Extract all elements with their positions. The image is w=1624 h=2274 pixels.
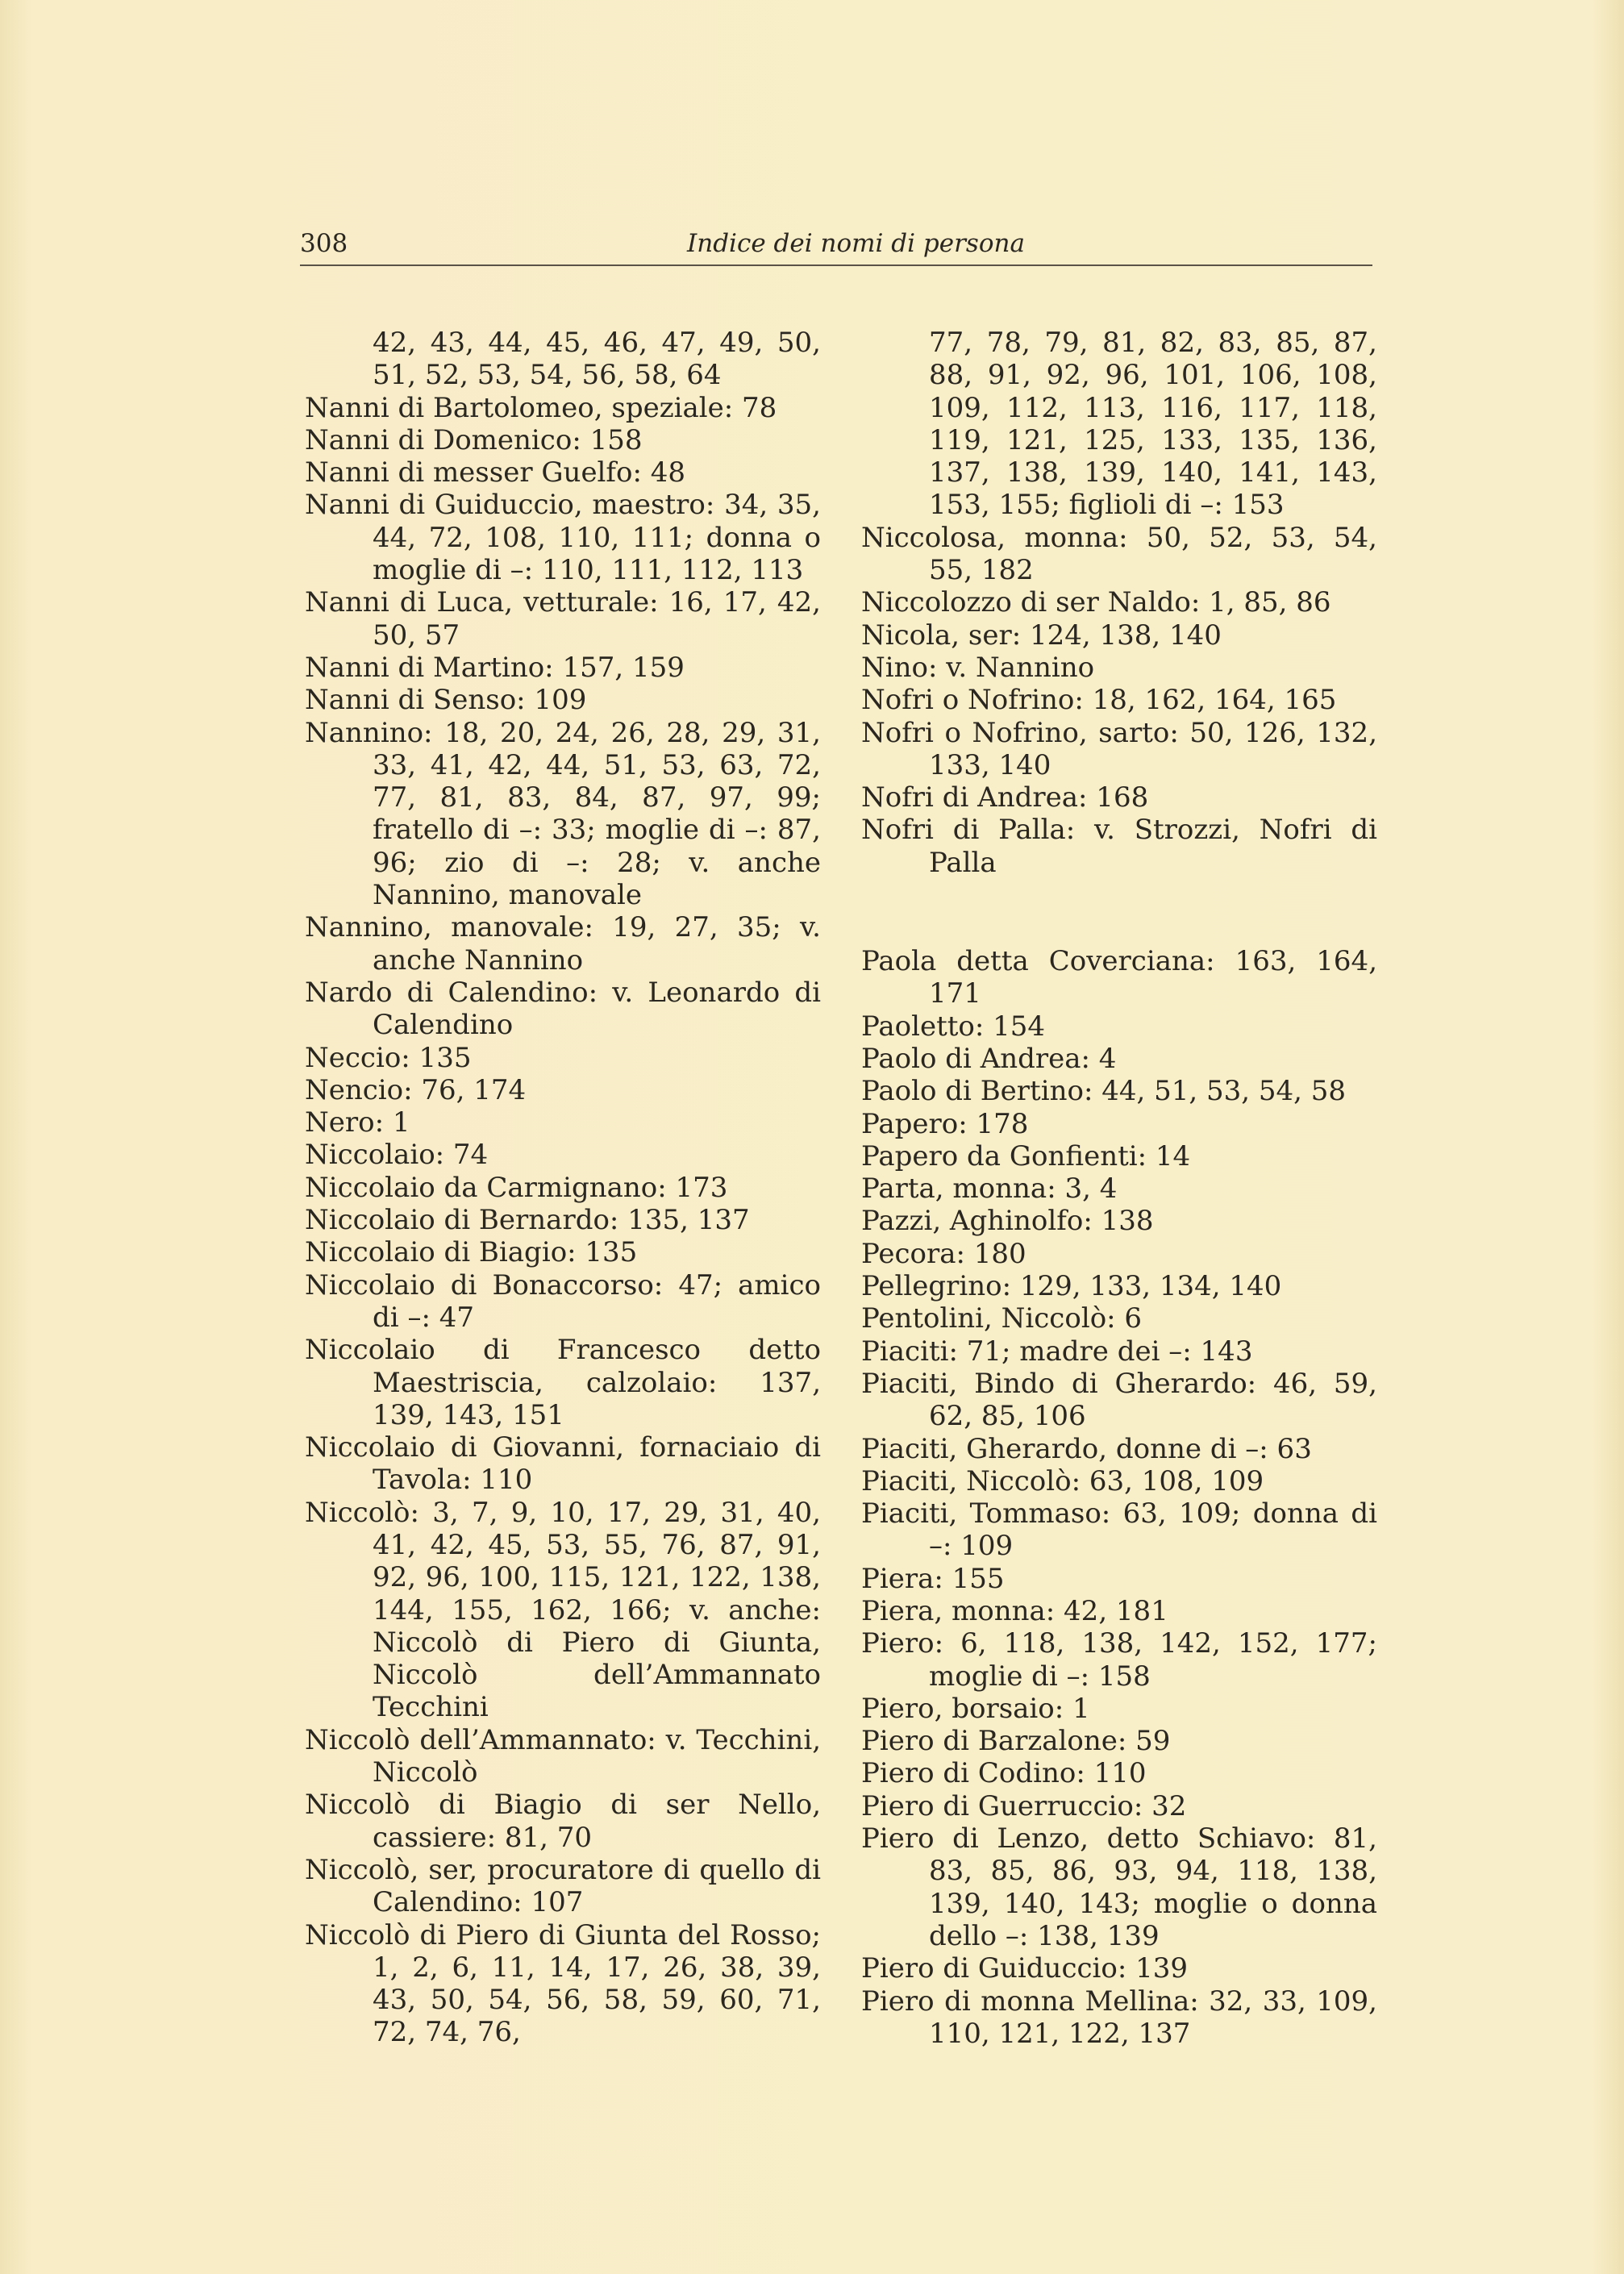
page-number: 308 — [300, 229, 348, 258]
index-entry: Niccolò: 3, 7, 9, 10, 17, 29, 31, 40, 41, 42, 45, 53, 55, 76, 87, 91, 92, 96, 100, 115, 121, 122, 138, 144, 155, 162, 166; v. anche: Niccolò di Piero di Giunta, Niccolò dell’Ammannato Tecchini — [305, 1496, 821, 1724]
index-entry: Piero di monna Mellina: 32, 33, 109, 110, 121, 122, 137 — [861, 1985, 1377, 2050]
index-entry: Nanni di Guiduccio, maestro: 34, 35, 44, 72, 108, 110, 111; donna o moglie di –: 110, 111, 112, 113 — [305, 489, 821, 587]
index-entry: Niccolaio di Biagio: 135 — [305, 1236, 638, 1269]
index-entry: Piaciti, Gherardo, donne di –: 63 — [861, 1432, 1312, 1465]
index-entry: Piaciti, Tommaso: 63, 109; donna di –: 109 — [861, 1497, 1377, 1563]
index-entry: Niccolaio di Francesco detto Maestriscia, calzolaio: 137, 139, 143, 151 — [305, 1334, 821, 1431]
index-entry: Paola detta Coverciana: 163, 164, 171 — [861, 945, 1377, 1010]
index-entry: Paolo di Bertino: 44, 51, 53, 54, 58 — [861, 1075, 1346, 1108]
index-entry: Nardo di Calendino: v. Leonardo di Calendino — [305, 976, 821, 1042]
index-entry: Niccolozzo di ser Naldo: 1, 85, 86 — [861, 586, 1331, 619]
index-entry: Piaciti, Bindo di Gherardo: 46, 59, 62, 85, 106 — [861, 1367, 1377, 1433]
index-entry: Niccolaio di Giovanni, fornaciaio di Tavola: 110 — [305, 1431, 821, 1497]
index-column-right — [861, 327, 1377, 2050]
index-entry: Piero di Barzalone: 59 — [861, 1725, 1171, 1758]
index-entry: Niccolò dell’Ammannato: v. Tecchini, Niccolò — [305, 1723, 821, 1789]
index-entry: Pecora: 180 — [861, 1237, 1026, 1270]
index-entry: Papero: 178 — [861, 1107, 1029, 1140]
index-entry: Piaciti, Niccolò: 63, 108, 109 — [861, 1464, 1264, 1497]
index-entry: Nofri o Nofrino, sarto: 50, 126, 132, 133, 140 — [861, 716, 1377, 781]
index-entry: Nanni di Senso: 109 — [305, 684, 587, 717]
index-entry: Nanni di messer Guelfo: 48 — [305, 456, 686, 489]
index-entry: Nannino, manovale: 19, 27, 35; v. anche Nannino — [305, 911, 821, 977]
index-entry: Pazzi, Aghinolfo: 138 — [861, 1205, 1154, 1238]
page-header — [300, 227, 1372, 266]
index-entry: Nicola, ser: 124, 138, 140 — [861, 618, 1222, 652]
index-entry: Nencio: 76, 174 — [305, 1073, 527, 1106]
index-column-left — [305, 327, 821, 2049]
index-entry: Niccolosa, monna: 50, 52, 53, 54, 55, 182 — [861, 521, 1377, 587]
index-entry: Piera, monna: 42, 181 — [861, 1594, 1168, 1627]
index-entry: Nanni di Bartolomeo, speziale: 78 — [305, 391, 777, 424]
index-entry: 42, 43, 44, 45, 46, 47, 49, 50, 51, 52, 53, 54, 56, 58, 64 — [373, 327, 821, 392]
index-entry: Piero di Codino: 110 — [861, 1757, 1147, 1790]
index-entry: Papero da Gonfienti: 14 — [861, 1139, 1191, 1172]
index-entry: Nanni di Domenico: 158 — [305, 423, 643, 456]
index-entry: Nanni di Martino: 157, 159 — [305, 651, 685, 684]
index-entry: Piero: 6, 118, 138, 142, 152, 177; moglie di –: 158 — [861, 1627, 1377, 1693]
index-entry: Pentolini, Niccolò: 6 — [861, 1302, 1143, 1335]
index-entry: Piaciti: 71; madre dei –: 143 — [861, 1335, 1253, 1368]
index-entry: Niccolò di Biagio di ser Nello, cassiere: 81, 70 — [305, 1789, 821, 1854]
index-entry: Paolo di Andrea: 4 — [861, 1042, 1117, 1075]
index-entry: 77, 78, 79, 81, 82, 83, 85, 87, 88, 91, 92, 96, 101, 106, 108, 109, 112, 113, 116, 117, 118, 119, 121, 125, 133, 135, 136, 137, 138, 139, 140, 141, 143, 153, 155; figlioli di –: 153 — [929, 327, 1377, 522]
index-entry: Parta, monna: 3, 4 — [861, 1172, 1118, 1206]
running-title: Indice dei nomi di persona — [687, 229, 1025, 258]
index-entry: Niccolaio di Bernardo: 135, 137 — [305, 1204, 750, 1237]
index-entry: Paoletto: 154 — [861, 1010, 1046, 1043]
index-entry: Nero: 1 — [305, 1106, 410, 1139]
index-entry: Nofri o Nofrino: 18, 162, 164, 165 — [861, 684, 1337, 717]
index-entry: Piero, borsaio: 1 — [861, 1692, 1090, 1725]
index-entry: Nofri di Palla: v. Strozzi, Nofri di Palla — [861, 814, 1377, 879]
index-entry: Piera: 155 — [861, 1562, 1005, 1595]
index-entry: Pellegrino: 129, 133, 134, 140 — [861, 1270, 1282, 1303]
index-entry: Niccolaio da Carmignano: 173 — [305, 1171, 728, 1204]
index-entry: Neccio: 135 — [305, 1041, 472, 1074]
index-entry: Niccolaio di Bonaccorso: 47; amico di –: 47 — [305, 1268, 821, 1334]
index-entry: Niccolaio: 74 — [305, 1139, 489, 1172]
index-entry: Niccolò, ser, procuratore di quello di Calendino: 107 — [305, 1853, 821, 1919]
index-entry: Piero di Guerruccio: 32 — [861, 1789, 1187, 1822]
index-entry: Nofri di Andrea: 168 — [861, 781, 1149, 814]
index-entry: Piero di Guiduccio: 139 — [861, 1952, 1189, 1985]
index-entry: Piero di Lenzo, detto Schiavo: 81, 83, 85, 86, 93, 94, 118, 138, 139, 140, 143; moglie o donna dello –: 138, 139 — [861, 1822, 1377, 1952]
letter-section-gap — [861, 879, 1377, 945]
index-entry: Nino: v. Nannino — [861, 651, 1095, 684]
index-entry: Nannino: 18, 20, 24, 26, 28, 29, 31, 33, 41, 42, 44, 51, 53, 63, 72, 77, 81, 83, 84, 87, 97, 99; fratello di –: 33; moglie di –: 87, 96; zio di –: 28; v. anche Nannino, manovale — [305, 716, 821, 912]
index-entry: Nanni di Luca, vetturale: 16, 17, 42, 50, 57 — [305, 586, 821, 652]
index-entry: Niccolò di Piero di Giunta del Rosso; 1, 2, 6, 11, 14, 17, 26, 38, 39, 43, 50, 54, 56, 58, 59, 60, 71, 72, 74, 76, — [305, 1918, 821, 2049]
